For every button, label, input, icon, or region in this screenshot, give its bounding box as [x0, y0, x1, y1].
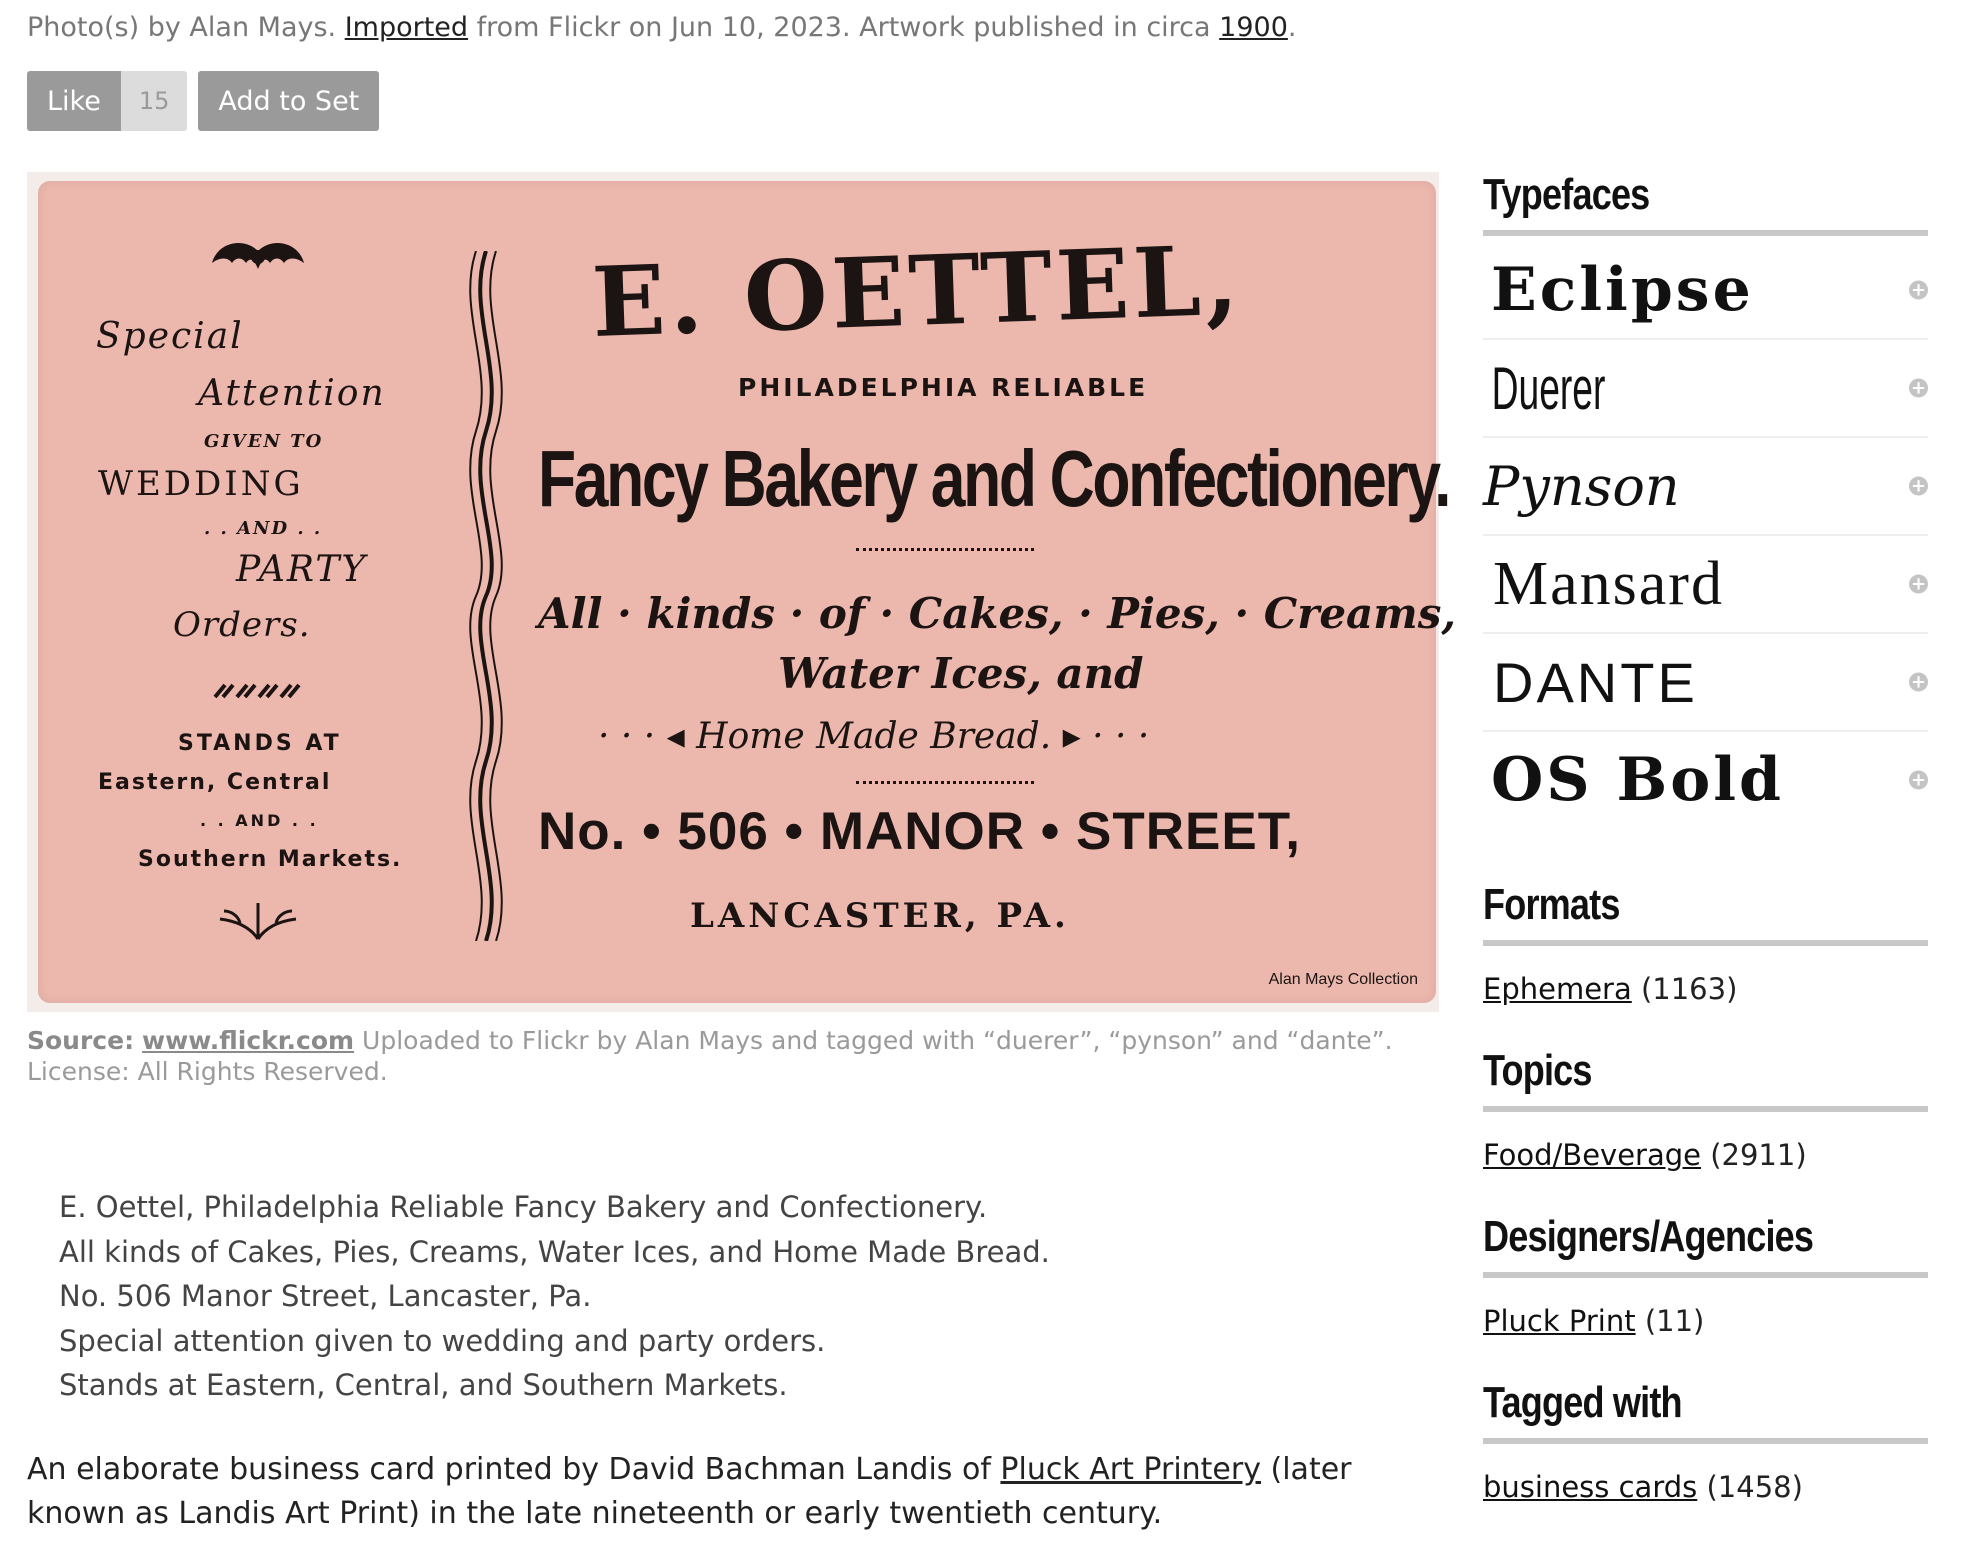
tag-count: (1458): [1706, 1470, 1803, 1504]
add-to-set-button[interactable]: Add to Set: [198, 71, 379, 131]
section-rule: [1483, 940, 1928, 946]
tagged-section: [1483, 1378, 1928, 1504]
card-line-kinds: All · kinds · of · Cakes, · Pies, · Creams,: [538, 589, 1456, 638]
add-typeface-icon[interactable]: +: [1910, 573, 1927, 595]
bat-ornament-icon: [210, 239, 306, 287]
typeface-name[interactable]: Mansard: [1493, 549, 1724, 618]
section-rule: [1483, 230, 1928, 236]
like-group: [27, 71, 187, 131]
left-and-2: . . AND . .: [200, 811, 319, 830]
topic-link[interactable]: Food/Beverage: [1483, 1138, 1701, 1172]
designers-heading: Designers/Agencies: [1483, 1212, 1814, 1261]
left-special: Special: [96, 316, 244, 357]
tagged-heading: Tagged with: [1483, 1378, 1682, 1427]
credit-prefix: Photo(s) by Alan Mays.: [27, 12, 345, 43]
typeface-name[interactable]: Eclipse: [1491, 255, 1754, 325]
artwork-description: [27, 1448, 1407, 1536]
formats-section: [1483, 880, 1928, 1006]
topic-item: [1483, 1138, 1928, 1172]
card-address: No. • 506 • MANOR • STREET,: [538, 802, 1301, 861]
card-city: LANCASTER, PA.: [690, 896, 1070, 936]
designer-link[interactable]: Pluck Print: [1483, 1304, 1636, 1338]
designers-section: [1483, 1212, 1928, 1338]
divider-ornament-icon: [213, 681, 305, 701]
format-count: (1163): [1640, 972, 1738, 1006]
add-typeface-icon[interactable]: +: [1910, 671, 1927, 693]
transcription-line: No. 506 Manor Street, Lancaster, Pa.: [59, 1279, 592, 1313]
dotted-rule: [856, 548, 1034, 551]
typeface-list: [1483, 242, 1928, 828]
transcription-line: Special attention given to wedding and party orders.: [59, 1323, 826, 1358]
about-suffix: (later known as Landis Art Print) in the late nineteenth or early twentieth century.: [27, 1452, 1352, 1531]
typefaces-heading: Typefaces: [1483, 170, 1650, 219]
card-line-home: · · · ◂ Home Made Bread. ▸ · · ·: [598, 716, 1150, 757]
typeface-item-pynson[interactable]: [1483, 438, 1928, 536]
topics-section: [1483, 1046, 1928, 1172]
left-party: PARTY: [236, 549, 368, 590]
typeface-name[interactable]: Duerer: [1491, 354, 1606, 422]
tag-link[interactable]: business cards: [1483, 1470, 1698, 1504]
add-typeface-icon[interactable]: +: [1910, 279, 1927, 301]
license-text: License: All Rights Reserved.: [27, 1057, 388, 1086]
left-wedding: WEDDING: [98, 464, 304, 504]
image-source: [27, 1025, 1437, 1087]
transcription-line: Stands at Eastern, Central, and Southern Markets.: [59, 1368, 788, 1402]
transcription-line: All kinds of Cakes, Pies, Creams, Water Ices, and Home Made Bread.: [59, 1234, 1050, 1269]
dotted-rule: [856, 781, 1034, 784]
card-transcription: [59, 1185, 1050, 1408]
credit-suffix: .: [1287, 12, 1297, 43]
card-title: E. OETTEL,: [590, 223, 1244, 359]
typeface-name[interactable]: DANTE: [1493, 650, 1698, 714]
transcription-line: E. Oettel, Philadelphia Reliable Fancy Bakery and Confectionery.: [59, 1190, 988, 1224]
add-typeface-icon[interactable]: +: [1910, 475, 1927, 497]
card-collection-note: Alan Mays Collection: [1268, 971, 1418, 988]
typeface-item-mansard[interactable]: [1483, 536, 1928, 634]
designer-count: (11): [1644, 1304, 1705, 1338]
left-stands-at: STANDS AT: [178, 731, 342, 756]
left-markets-1: Eastern, Central: [98, 770, 332, 795]
scroll-divider-icon: [456, 251, 516, 941]
tag-item: [1483, 1470, 1928, 1504]
year-link[interactable]: 1900: [1219, 12, 1288, 43]
source-link[interactable]: www.flickr.com: [142, 1026, 355, 1055]
like-button[interactable]: Like: [27, 71, 121, 131]
card-subtitle: PHILADELPHIA RELIABLE: [738, 373, 1149, 402]
left-given-to: GIVEN TO: [204, 431, 324, 452]
like-count: 15: [121, 71, 188, 131]
left-orders: Orders.: [173, 605, 311, 645]
about-prefix: An elaborate business card printed by David Bachman Landis of: [27, 1452, 1001, 1487]
section-rule: [1483, 1438, 1928, 1444]
photo-credit: [27, 12, 1296, 43]
source-label: Source:: [27, 1026, 135, 1055]
left-markets-2: Southern Markets.: [138, 847, 403, 872]
typeface-name[interactable]: Pynson: [1483, 454, 1680, 518]
section-rule: [1483, 1106, 1928, 1112]
add-typeface-icon[interactable]: +: [1910, 769, 1927, 791]
artwork-image[interactable]: [27, 172, 1456, 1012]
topics-heading: Topics: [1483, 1046, 1592, 1095]
section-rule: [1483, 1272, 1928, 1278]
left-and: . . AND . .: [204, 518, 323, 539]
typeface-name[interactable]: OS Bold: [1491, 745, 1784, 815]
topic-count: (2911): [1710, 1138, 1807, 1172]
typeface-item-os-bold[interactable]: [1483, 732, 1928, 828]
sidebar: [1483, 170, 1928, 1504]
formats-heading: Formats: [1483, 880, 1620, 929]
business-card: [38, 181, 1456, 1003]
action-bar: [27, 71, 379, 131]
typeface-item-eclipse[interactable]: [1483, 242, 1928, 340]
left-attention: Attention: [198, 373, 386, 414]
designer-item: [1483, 1304, 1928, 1338]
leaf-ornament-icon: [210, 893, 306, 943]
typeface-item-duerer[interactable]: [1483, 340, 1928, 438]
imported-link[interactable]: Imported: [344, 12, 469, 43]
card-business-name: Fancy Bakery and Confectionery.: [538, 434, 1450, 523]
format-link[interactable]: Ephemera: [1483, 972, 1632, 1006]
source-text: Uploaded to Flickr by Alan Mays and tagged with “duerer”, “pynson” and “dante”.: [354, 1026, 1393, 1055]
typeface-item-dante[interactable]: [1483, 634, 1928, 732]
credit-middle: from Flickr on Jun 10, 2023. Artwork published in circa: [468, 12, 1220, 43]
add-typeface-icon[interactable]: +: [1910, 377, 1927, 399]
card-line-water: Water Ices, and: [778, 649, 1144, 698]
pluck-art-printery-link[interactable]: Pluck Art Printery: [1000, 1452, 1261, 1487]
format-item: [1483, 972, 1928, 1006]
